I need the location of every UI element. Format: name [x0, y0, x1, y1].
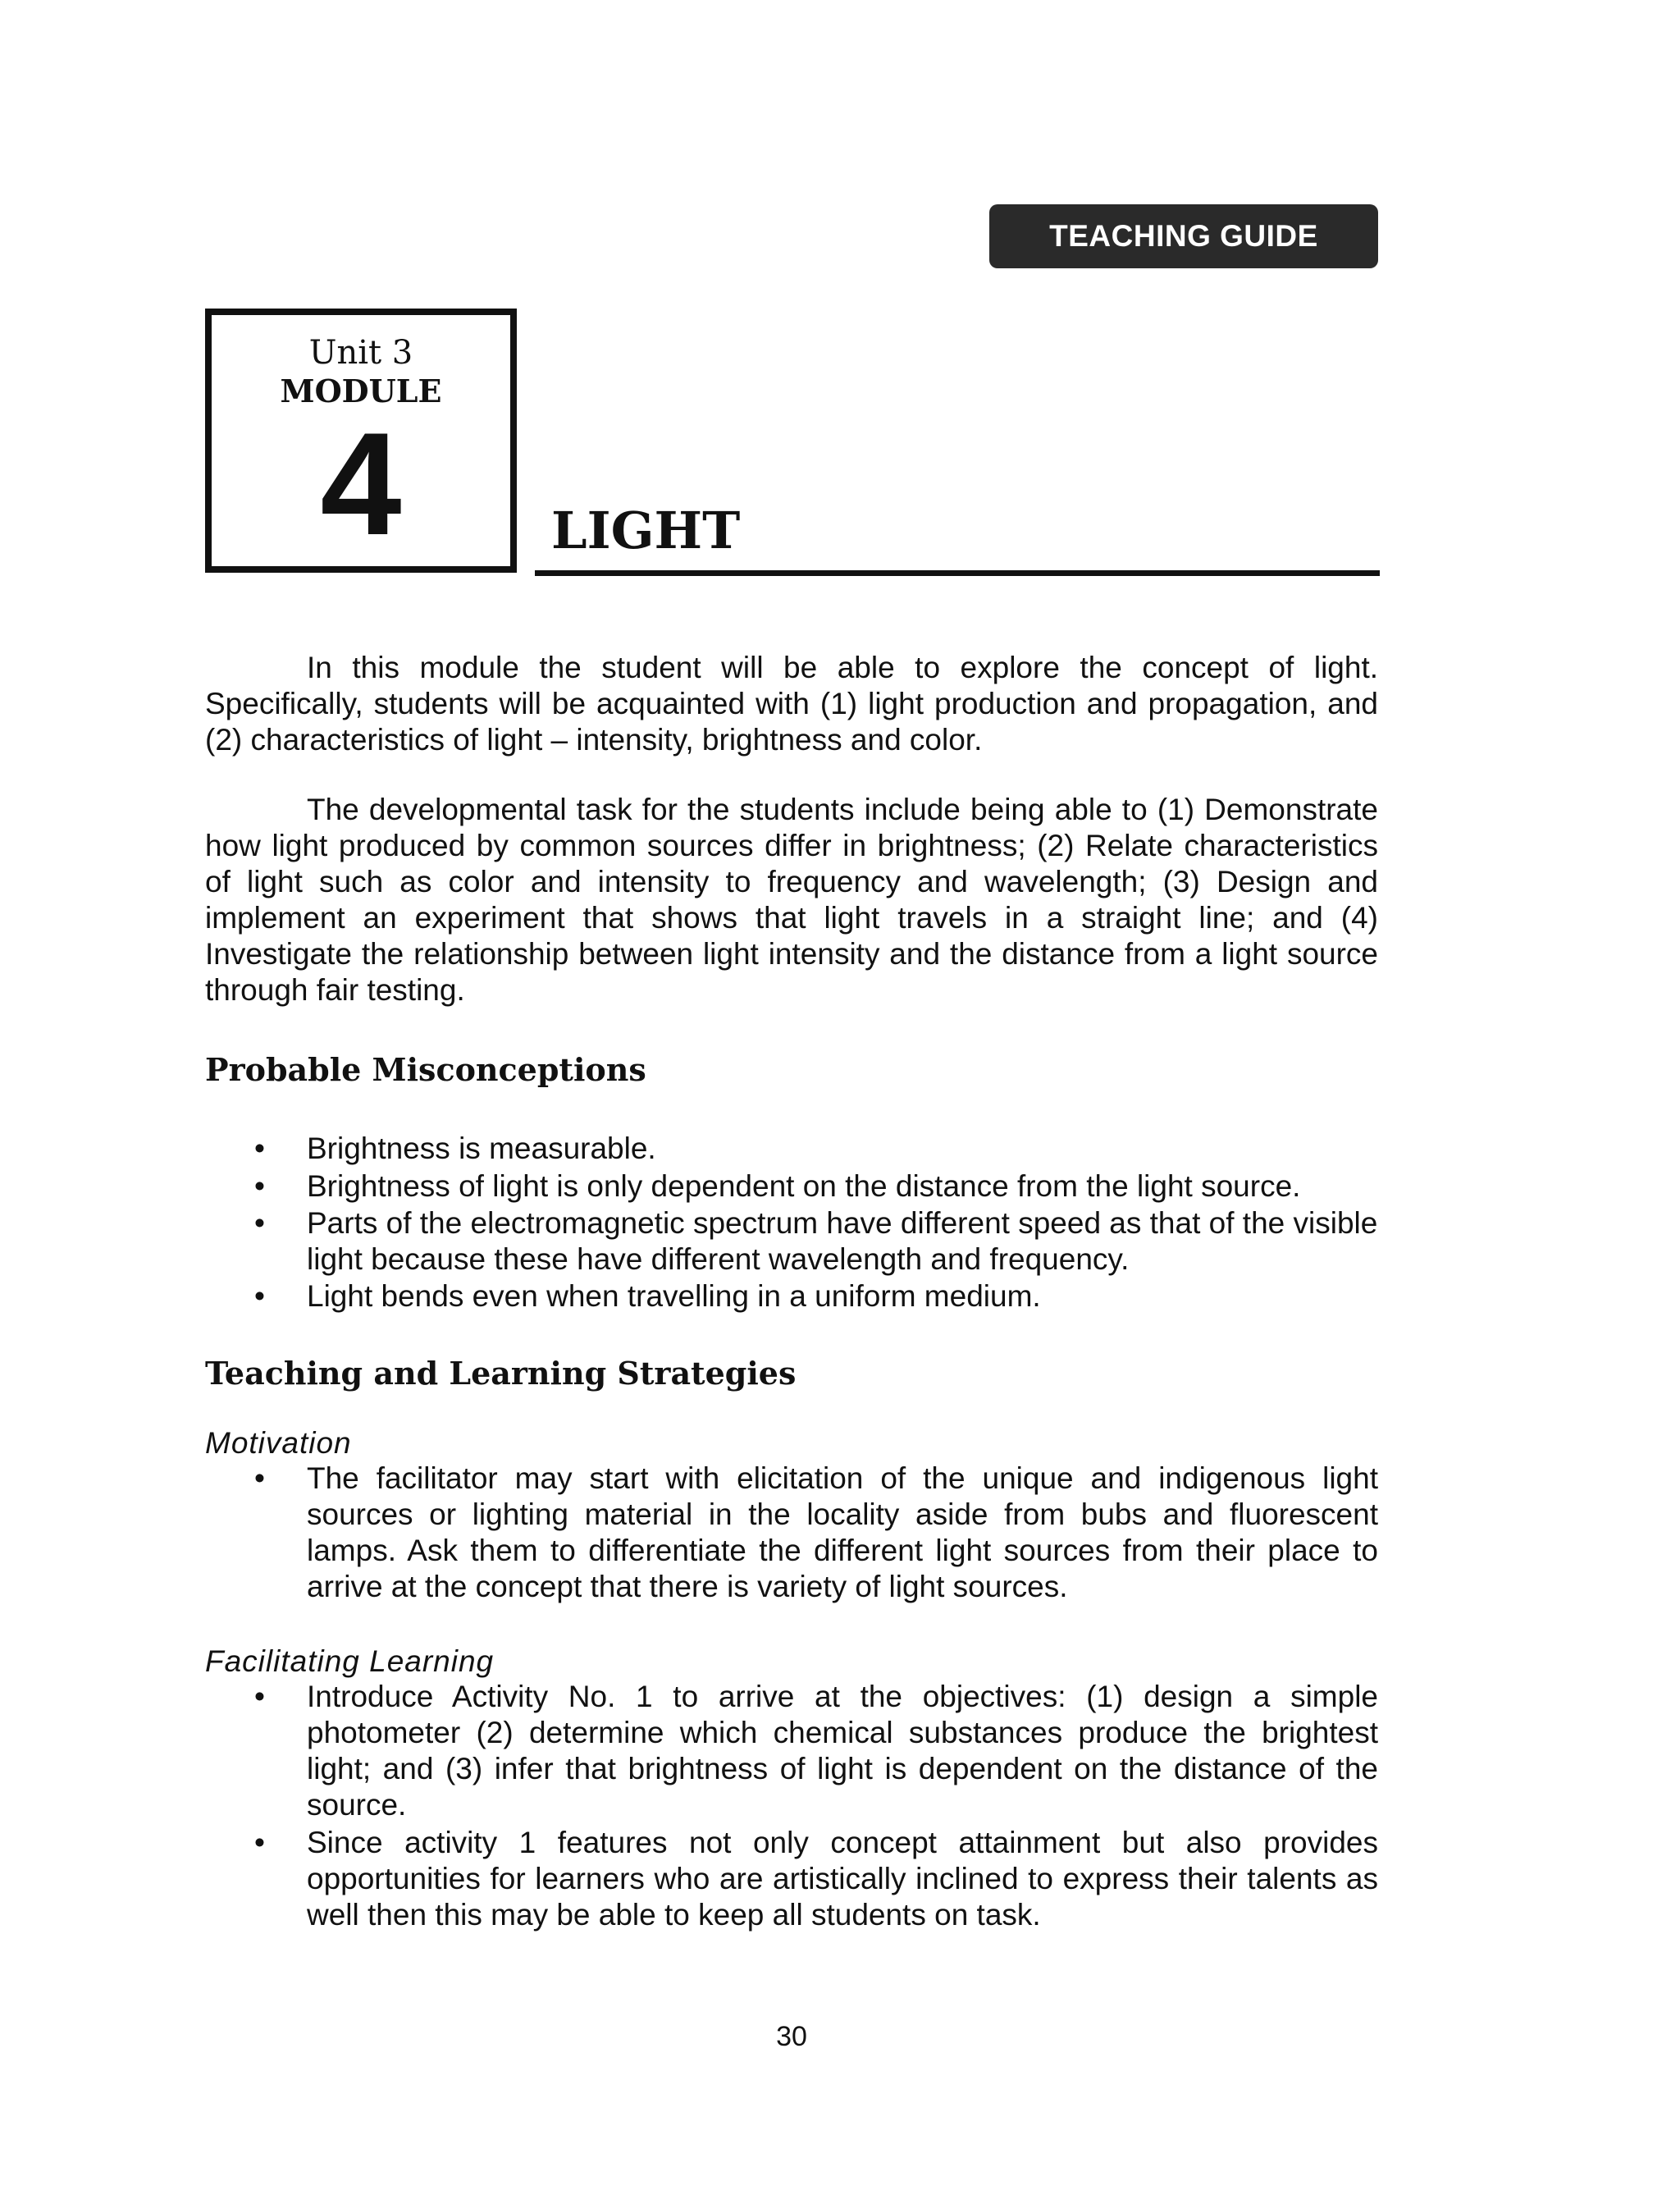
misconceptions-heading: Probable Misconceptions: [205, 1051, 646, 1088]
bullet-icon: •: [254, 1169, 265, 1203]
page-title: LIGHT: [551, 501, 741, 560]
facilitating-learning-subheading: Facilitating Learning: [205, 1644, 495, 1678]
paragraph-text: The developmental task for the students include being able to (1) Demonstrate how light produced by common sources differ in brightness; (2) Relate characteristics of light such as color and intensity to frequency and wavelength; (3) Design and implement an experiment that shows that light travels in a straight line; and (4) Investigate the relationship between light intensity and the distance from a light source through fair testing.: [205, 793, 1378, 1007]
bullet-icon: •: [254, 1279, 265, 1313]
paragraph-text: In this module the student will be able to explore the concept of light. Specifically, students will be acquainted with (1) light production and propagation, and (2) characteristics of light – intensity, brightness and color.: [205, 651, 1378, 757]
list-item: • The facilitator may start with elicitation of the unique and indigenous light sources or lighting material in the locality aside from bubs and fluorescent lamps. Ask them to differentiate the different light sources from their place to arrive at the concept that there is variety of light sources.: [254, 1461, 1378, 1603]
unit-label: Unit 3: [308, 334, 413, 372]
module-box: [205, 309, 517, 573]
intro-paragraph: [205, 650, 1378, 758]
list-item: • Since activity 1 features not only concept attainment but also provides opportunities for learners who are artistically inclined to express their talents as well then this may be able to keep all students on task.: [254, 1826, 1378, 1932]
facilitating-learning-list: [205, 1679, 1378, 1933]
module-label: MODULE: [280, 373, 442, 409]
page-number: 30: [776, 2021, 807, 2052]
list-item: • Light bends even when travelling in a uniform medium.: [254, 1279, 1041, 1313]
motivation-subheading: Motivation: [205, 1426, 352, 1460]
module-number: 4: [320, 402, 402, 565]
bullet-icon: •: [254, 1206, 265, 1240]
list-item: • Brightness is measurable.: [254, 1132, 656, 1165]
list-item: • Introduce Activity No. 1 to arrive at the objectives: (1) design a simple photometer (2) determine which chemical substances produce the brightest light; and (3) infer that brightness of light is dependent on the distance of the source.: [254, 1680, 1378, 1822]
teaching-guide-badge: TEACHING GUIDE: [989, 204, 1378, 268]
bullet-icon: •: [254, 1132, 265, 1165]
tasks-paragraph: [205, 792, 1378, 1008]
strategies-heading: Teaching and Learning Strategies: [205, 1355, 797, 1392]
bullet-icon: •: [254, 1826, 265, 1859]
title-underline: [535, 570, 1380, 576]
motivation-list: [205, 1461, 1378, 1605]
list-item: • Brightness of light is only dependent on the distance from the light source.: [254, 1169, 1301, 1203]
misconceptions-list: [205, 1131, 1378, 1314]
list-item: • Parts of the electromagnetic spectrum have different speed as that of the visible light because these have different wavelength and frequency.: [254, 1206, 1378, 1276]
bullet-icon: •: [254, 1461, 265, 1495]
bullet-icon: •: [254, 1680, 265, 1713]
